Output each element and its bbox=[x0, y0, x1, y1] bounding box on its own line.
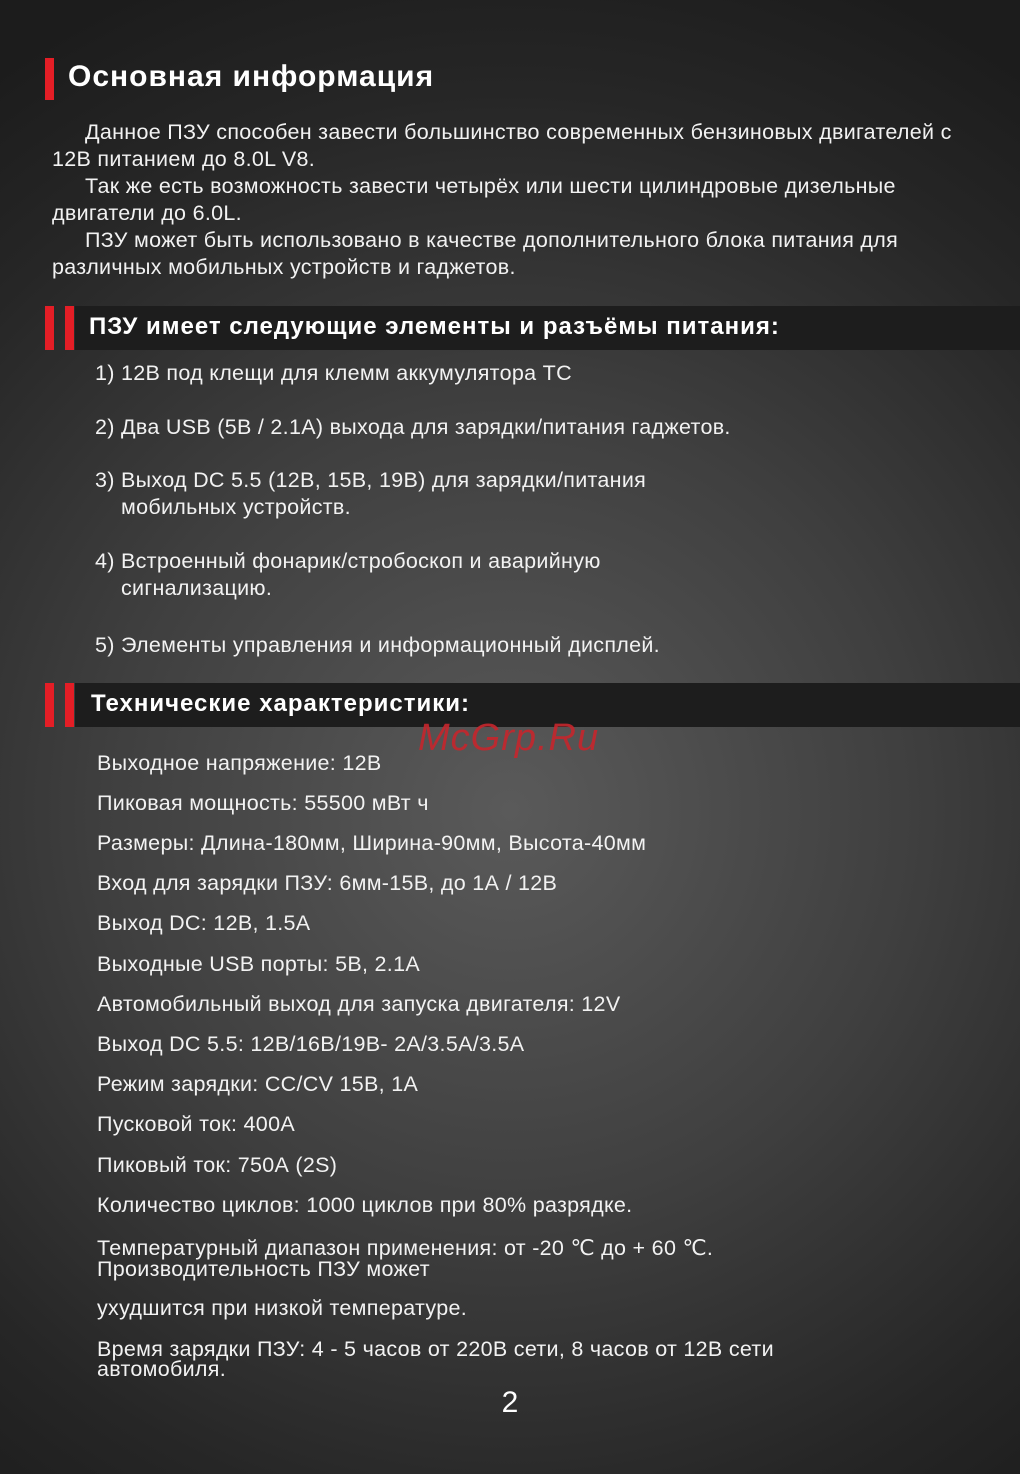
list-item-text: 3) Выход DC 5.5 (12В, 15В, 19В) для зарядки/питания bbox=[95, 468, 647, 492]
spec-item: Пусковой ток: 400А bbox=[97, 1112, 295, 1136]
spec-item: автомобиля. bbox=[97, 1357, 226, 1381]
spec-item: Пиковый ток: 750А (2S) bbox=[97, 1153, 338, 1177]
list-item-continuation: сигнализацию. bbox=[121, 576, 273, 600]
intro-text bbox=[52, 119, 992, 281]
section-accent-bar bbox=[45, 683, 54, 727]
spec-item: Выход DC 5.5: 12В/16В/19В- 2А/3.5А/3.5А bbox=[97, 1032, 525, 1056]
spec-item: ухудшится при низкой температуре. bbox=[97, 1296, 467, 1320]
intro-paragraph: Так же есть возможность завести четырёх или шести цилиндровые дизельные двигатели до 6.0L. bbox=[52, 174, 896, 225]
list-item-continuation: мобильных устройств. bbox=[121, 495, 351, 519]
spec-item: Выходное напряжение: 12В bbox=[97, 751, 382, 775]
section-accent-bar bbox=[65, 683, 74, 727]
spec-item: Выходные USB порты: 5В, 2.1А bbox=[97, 952, 420, 976]
section-header-elements bbox=[45, 306, 1020, 350]
intro-paragraph: ПЗУ может быть использовано в качестве дополнительного блока питания для различных мобильных устройств и гаджетов. bbox=[52, 228, 899, 279]
list-item bbox=[95, 548, 975, 602]
list-item-text: 5) Элементы управления и информационный дисплей. bbox=[95, 633, 660, 657]
section-title-elements: ПЗУ имеет следующие элементы и разъёмы питания: bbox=[89, 313, 780, 340]
intro-paragraph: Данное ПЗУ способен завести большинство современных бензиновых двигателей с 12В питанием до 8.0L V8. bbox=[52, 120, 952, 171]
list-item bbox=[95, 632, 975, 659]
section-title-main: Основная информация bbox=[68, 60, 435, 93]
spec-item: Размеры: Длина-180мм, Ширина-90мм, Высота-40мм bbox=[97, 831, 647, 855]
section-accent-bar bbox=[45, 306, 54, 350]
section-accent-bar bbox=[65, 306, 74, 350]
spec-item: Режим зарядки: CC/CV 15В, 1А bbox=[97, 1072, 419, 1096]
spec-item: Производительность ПЗУ может bbox=[97, 1257, 430, 1281]
spec-item: Автомобильный выход для запуска двигателя: 12V bbox=[97, 992, 621, 1016]
watermark: McGrp.Ru bbox=[418, 717, 600, 759]
spec-item: Количество циклов: 1000 циклов при 80% разрядке. bbox=[97, 1193, 633, 1217]
spec-item: Выход DC: 12В, 1.5А bbox=[97, 911, 311, 935]
list-item-text: 4) Встроенный фонарик/стробоскоп и аварийную bbox=[95, 549, 601, 573]
spec-item: Время зарядки ПЗУ: 4 - 5 часов от 220В сети, 8 часов от 12В сети bbox=[97, 1337, 774, 1361]
page-number: 2 bbox=[501, 1386, 519, 1419]
list-item-text: 2) Два USB (5В / 2.1А) выхода для зарядки/питания гаджетов. bbox=[95, 415, 731, 439]
spec-item: Температурный диапазон применения: от -20 ℃ до + 60 ℃. bbox=[97, 1236, 714, 1260]
spec-item: Вход для зарядки ПЗУ: 6мм-15В, до 1А / 12В bbox=[97, 871, 558, 895]
list-item bbox=[95, 414, 975, 441]
list-item bbox=[95, 360, 975, 387]
section-accent-bar bbox=[45, 58, 54, 100]
list-item bbox=[95, 467, 975, 521]
spec-item: Пиковая мощность: 55500 мВт ч bbox=[97, 791, 429, 815]
section-title-specs: Технические характеристики: bbox=[91, 690, 471, 717]
list-item-text: 1) 12В под клещи для клемм аккумулятора ТС bbox=[95, 361, 572, 385]
